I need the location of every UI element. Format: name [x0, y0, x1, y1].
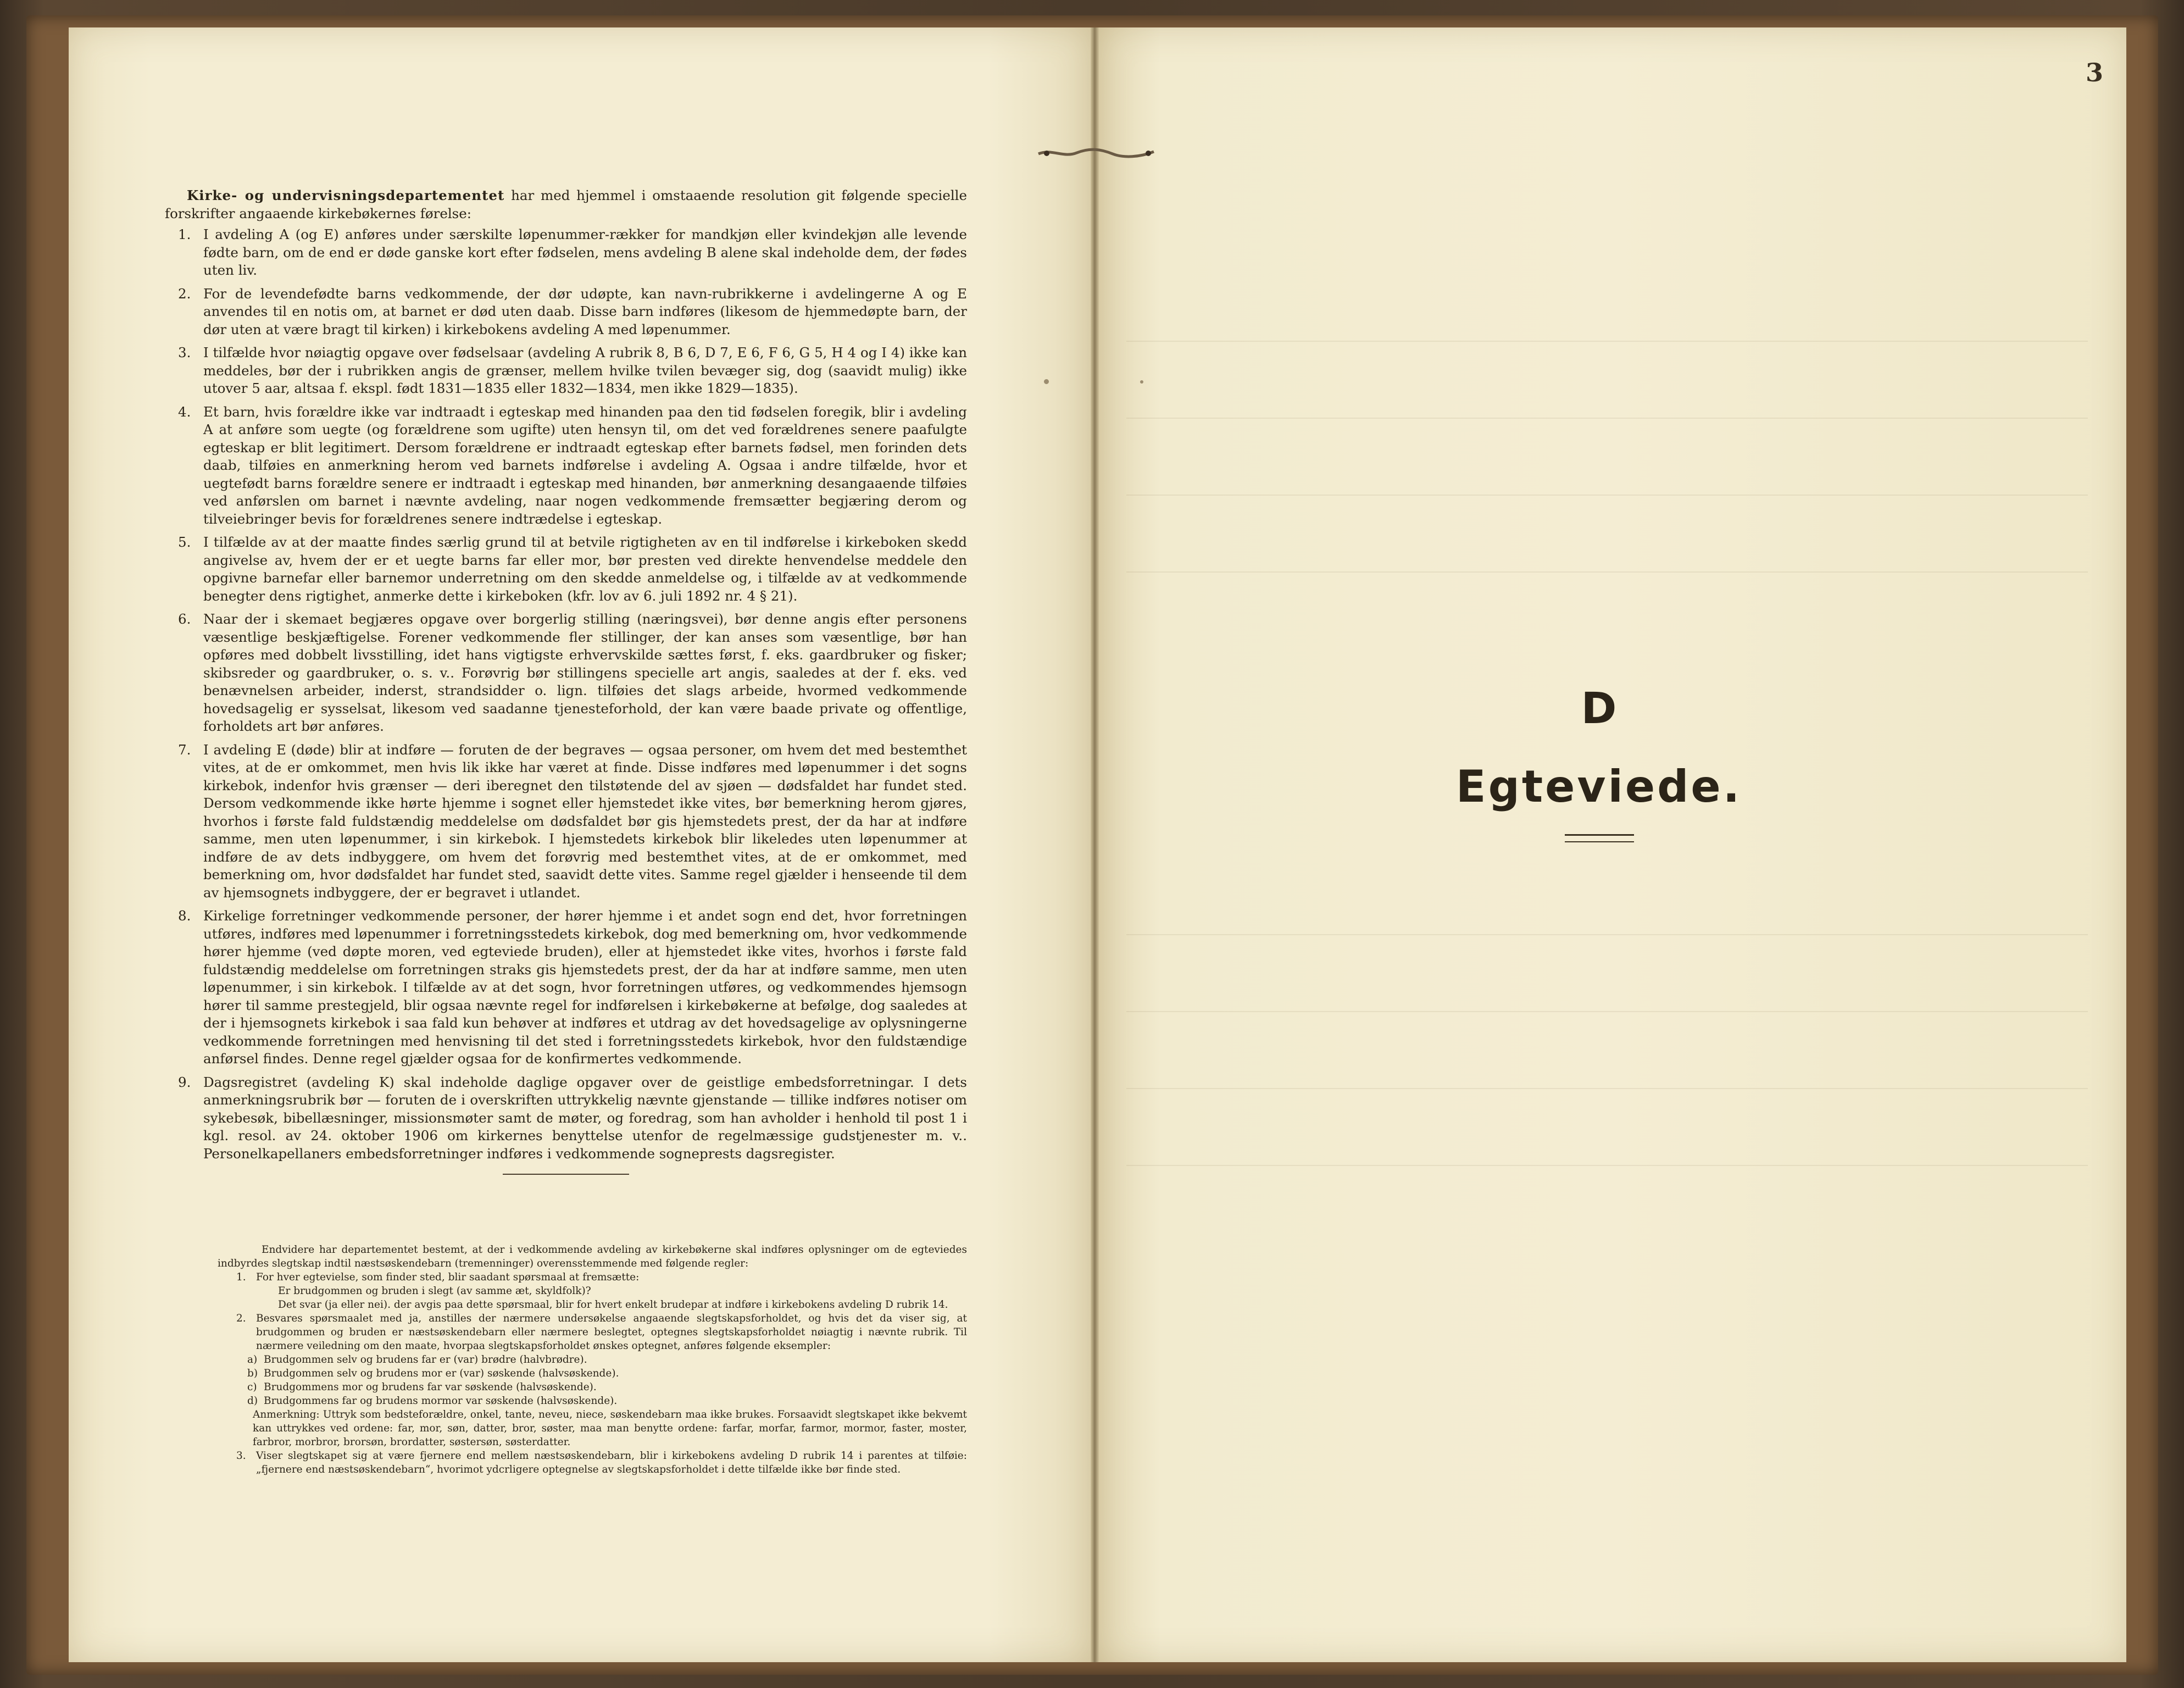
- book-gutter: [1091, 27, 1099, 1662]
- rule-number: 2.: [178, 285, 191, 302]
- ruled-line: [1126, 1011, 2088, 1012]
- rule-text: Dagsregistret (avdeling K) skal indeholde daglige opgaver over de geistlige embedsforretningar. I dets anmerkningsrubrik bør — foruten de i overskriften uttrykkelig nævnte gjenstande — tillike indføres notiser om sykebesøk, bibellæsninger, missionsmøter samt de møter, og foredrag, som han avholder i henhold til post 1 i kgl. resol. av 24. oktober 1906 om kirkernes benyttelse utenfor de regelmæssige gudstjenester m. v.. Personelkapellaners embedsforretninger indføres i vedkommende sogneprests dagsregister.: [203, 1074, 967, 1162]
- appendix-item: [220, 1312, 967, 1353]
- example-label: b): [247, 1368, 258, 1379]
- appendix-note: [220, 1408, 967, 1449]
- example-label: d): [247, 1395, 258, 1407]
- ruled-line: [1126, 341, 2088, 342]
- rule-number: 8.: [178, 908, 191, 924]
- rules-list: [165, 226, 967, 1163]
- rule-number: 1.: [178, 226, 191, 242]
- example-label: c): [247, 1381, 257, 1393]
- ruled-line: [1126, 418, 2088, 419]
- rule-item: [165, 344, 967, 398]
- example-text: Brudgommens far og brudens mormor var søskende (halvsøskende).: [264, 1395, 618, 1407]
- rule-number: 4.: [178, 403, 191, 420]
- appendix-item-number: 2.: [236, 1313, 246, 1324]
- appendix-examples: [220, 1353, 967, 1408]
- rule-text: I avdeling E (døde) blir at indføre — foruten de der begraves — ogsaa personer, om hvem det med bestemthet vites, at de er omkommet, men hvis lik ikke har været at finde. Disse indføres med løpenummer i det sogns kirkebok, indenfor hvis grænser — deri iberegnet den tilstøtende del av sjøen — dødsfaldet har fundet sted. Dersom vedkommende ikke hørte hjemme i sognet eller hjemstedet ikke vites, bør bemerkning herom gjøres, hvorhos i første fald fuldstændig meddelelse om dødsfaldet bør gis hjemstedets prest, der da har at indføre samme, men uten løpenummer, i sin kirkebok. I hjemstedets kirkebok blir likeledes uten løpenummer at indføre de av dets indbyggere, om hvem det forøvrig med bestemthet vites, at de er omkommet, med bemerkning om, hvor dødsfaldet har fundet sted, saavidt dette vites. Samme regel gjælder i henseende til dem av hjemsognets indbyggere, der er begravet i utlandet.: [203, 741, 967, 901]
- example-text: Brudgommen selv og brudens far er (var) brødre (halvbrødre).: [264, 1354, 587, 1365]
- appendix-intro: Endvidere har departementet bestemt, at der i vedkommende avdeling av kirkebøkerne skal indføres oplysninger om de egteviedes indbyrdes slegtskap indtil næstsøskendebarn (tremenninger) overensstemmende med følgende regler:: [218, 1244, 967, 1269]
- appendix-item-text: Besvares spørsmaalet med ja, anstilles der nærmere undersøkelse angaaende slegtskapsforholdet, og hvis det da viser sig, at brudgommen og bruden er næstsøskendebarn eller nærmere beslegtet, optegnes slegtskapsforholdet nøiagtig i nævnte rubrik. Til nærmere veiledning om den maate, hvorpaa slegtskapsforholdet ønskes optegnet, anføres følgende eksempler:: [256, 1313, 967, 1352]
- rule-text: Kirkelige forretninger vedkommende personer, der hører hjemme i et andet sogn end det, hvor forretningen utføres, indføres med løpenummer i forretningsstedets kirkebok, dog med bemerkning om, hvor vedkommende hører hjemme (ved døpte moren, ved egteviede bruden), eller at hjemstedet ikke vites, hvorhos i første fald fuldstændig meddelelse om forretningen straks gis hjemstedets prest, der da har at indføre samme, men uten løpenummer, i sin kirkebok. I tilfælde av at det sogn, hvor forretningen utføres, og vedkommendes hjemsogn hører til samme prestegjeld, blir ogsaa nævnte regel for indførelsen i kirkebøkerne at befølge, dog saaledes at der i hjemsognets kirkebok i saa fald kun behøver at indføres et utdrag av det hovedsagelige av oplysningerne vedkommende forretningen med henvisning til det sted i forretningsstedets kirkebok, hvor den fuldstændige anførsel findes. Denne regel gjælder ogsaa for de konfirmertes vedkommende.: [203, 908, 967, 1067]
- rule-item: [165, 741, 967, 902]
- rule-number: 3.: [178, 345, 191, 360]
- appendix-item: [220, 1270, 967, 1312]
- section-letter: D: [1581, 684, 1617, 734]
- appendix-item-number: 3.: [236, 1450, 246, 1462]
- note-text: Uttryk som bedsteforældre, onkel, tante, neveu, niece, søskendebarn maa ikke brukes. Forsaavidt slegtskapet ikke bekvemt kan uttrykkes ved ordene: far, mor, søn, datter, bror, søster, maa man benytte ordene: farfar, morfar, farmor, mormor, faster, moster, farbror, morbror, brorsøn, brordatter, søstersøn, søsterdatter.: [253, 1409, 967, 1448]
- rule-text: For de levendefødte barns vedkommende, der dør udøpte, kan navn-rubrikkerne i avdelingerne A og E anvendes til en notis om, at barnet er død uten daab. Disse barn indføres (likesom de hjemmedøpte barn, der dør uten at være bragt til kirken) i kirkebokens avdeling A med løpenummer.: [203, 285, 967, 337]
- ink-spot: [1044, 379, 1049, 384]
- example-item: [220, 1380, 967, 1394]
- right-page: [1099, 27, 2126, 1662]
- rule-text: I tilfælde av at der maatte findes særlig grund til at betvile rigtigheten av en til indførelse i kirkeboken skedd angivelse av, hvem der er et uegte barns far eller mor, bør presten ved direkte henvendelse meddele den opgivne barnefar eller barnemor underretning om den skedde anmeldelse og, i tilfælde av at vedkommende benegter dens rigtighet, anmerke dette i kirkeboken (kfr. lov av 6. juli 1892 nr. 4 § 21).: [203, 534, 967, 604]
- appendix-text: [220, 1243, 967, 1476]
- rule-item: [165, 1074, 967, 1163]
- ruled-line: [1126, 571, 2088, 573]
- section-title: Egteviede.: [1455, 761, 1742, 812]
- rule-text: I tilfælde hvor nøiagtig opgave over fødselsaar (avdeling A rubrik 8, B 6, D 7, E 6, F 6, G 5, H 4 og I 4) ikke kan meddeles, bør der i rubrikken angis de grænser, mellem hvilke tvilen bevæger sig, dog (saavidt mulig) ikke utover 5 aar, altsaa f. ekspl. født 1831—1835 eller 1832—1834, men ikke 1829—1835).: [203, 345, 967, 396]
- example-label: a): [247, 1354, 258, 1365]
- rule-item: [165, 403, 967, 529]
- ruled-line: [1126, 1088, 2088, 1089]
- example-text: Brudgommen selv og brudens mor er (var) søskende (halvsøskende).: [264, 1368, 619, 1379]
- ink-spot: [1140, 380, 1143, 384]
- example-text: Brudgommens mor og brudens far var søskende (halvsøskende).: [264, 1381, 597, 1393]
- appendix-items: [220, 1270, 967, 1353]
- rule-item: [165, 226, 967, 280]
- example-item: [220, 1367, 967, 1380]
- rule-item: [165, 907, 967, 1068]
- intro-text: har med hjemmel i omstaaende resolution git følgende specielle forskrifter angaaende kirkebøkernes førelse:: [165, 187, 967, 221]
- example-item: [220, 1394, 967, 1408]
- department-name: Kirke- og undervisningsdepartementet: [187, 187, 505, 203]
- appendix-item-3: [220, 1449, 967, 1476]
- page-number: 3: [2085, 58, 2103, 87]
- appendix-item-text: For hver egtevielse, som finder sted, blir saadant spørsmaal at fremsætte:: [256, 1271, 640, 1283]
- instructions-text: [165, 187, 967, 1175]
- intro-paragraph: [165, 187, 967, 223]
- double-rule-divider: [1565, 834, 1634, 842]
- rule-number: 7.: [178, 741, 191, 758]
- binding-thread: [1036, 147, 1157, 159]
- appendix-item-line: Er brudgommen og bruden i slegt (av samme æt, skyldfolk)?: [278, 1285, 591, 1297]
- rule-item: [165, 610, 967, 736]
- example-item: [220, 1353, 967, 1367]
- ruled-line: [1126, 495, 2088, 496]
- rule-item: [165, 534, 967, 605]
- ruled-line: [1126, 1165, 2088, 1166]
- rule-number: 6.: [178, 611, 191, 627]
- rule-number: 9.: [178, 1074, 191, 1090]
- section-divider: [503, 1174, 629, 1175]
- note-label: Anmerkning:: [253, 1409, 320, 1420]
- appendix-item-line: Det svar (ja eller nei). der avgis paa dette spørsmaal, blir for hvert enkelt brudepar at indføre i kirkebokens avdeling D rubrik 14.: [278, 1299, 948, 1311]
- appendix-item-text: Viser slegtskapet sig at være fjernere end mellem næstsøskendebarn, blir i kirkebokens avdeling D rubrik 14 i parentes at tilføie: „fjernere end næstsøskendebarn“, hvorimot ydcrligere optegnelse av slegtskapsforholdet i dette tilfælde ikke bør finde sted.: [256, 1450, 967, 1475]
- appendix-item-number: 1.: [236, 1271, 246, 1283]
- rule-text: Et barn, hvis forældre ikke var indtraadt i egteskap med hinanden paa den tid fødselen foregik, blir i avdeling A at anføre som uegte (og forældrene som ugifte) uten hensyn til, om det ved forældrenes senere paafulgte egteskap er blit legitimert. Dersom forældrene er indtraadt egteskap efter barnets fødsel, men forinden dets daab, tilføies en anmerkning herom ved barnets indførelse i avdeling A. Ogsaa i andre tilfælde, hvor et uegtefødt barns forældre senere er indtraadt i egteskap med hinanden, bør anmerkning desangaaende tilføies ved anførslen om barnet i nævnte avdeling, naar nogen vedkommende fremsætter begjæring derom og tilveiebringer bevis for forældrenes senere indtrædelse i egteskap.: [203, 403, 967, 527]
- rule-number: 5.: [178, 534, 191, 550]
- rule-text: Naar der i skemaet begjæres opgave over borgerlig stilling (næringsvei), bør denne angis efter personens væsentlige beskjæftigelse. Forener vedkommende fler stillinger, der kan anses som væsentlige, bør han opføres med dobbelt livsstilling, idet hans vigtigste erhvervskilde sættes først, f. eks. gaardbruker og fisker; skibsreder og gaardbruker, o. s. v.. Forøvrig bør stillingens specielle art angis, saaledes at der f. eks. ved benævnelsen arbeider, inderst, strandsidder o. lign. tilføies det slags arbeide, hvormed vedkommende hovedsagelig er sysselsat, likesom ved saadanne tjenesteforhold, der kan være baade private og offentlige, forholdets art bør anføres.: [203, 611, 967, 734]
- rule-item: [165, 285, 967, 339]
- ruled-line: [1126, 934, 2088, 935]
- rule-text: I avdeling A (og E) anføres under særskilte løpenummer-rækker for mandkjøn eller kvindekjøn alle levende fødte barn, om de end er døde ganske kort efter fødselen, mens avdeling B alene skal indeholde dem, der fødes uten liv.: [203, 226, 967, 278]
